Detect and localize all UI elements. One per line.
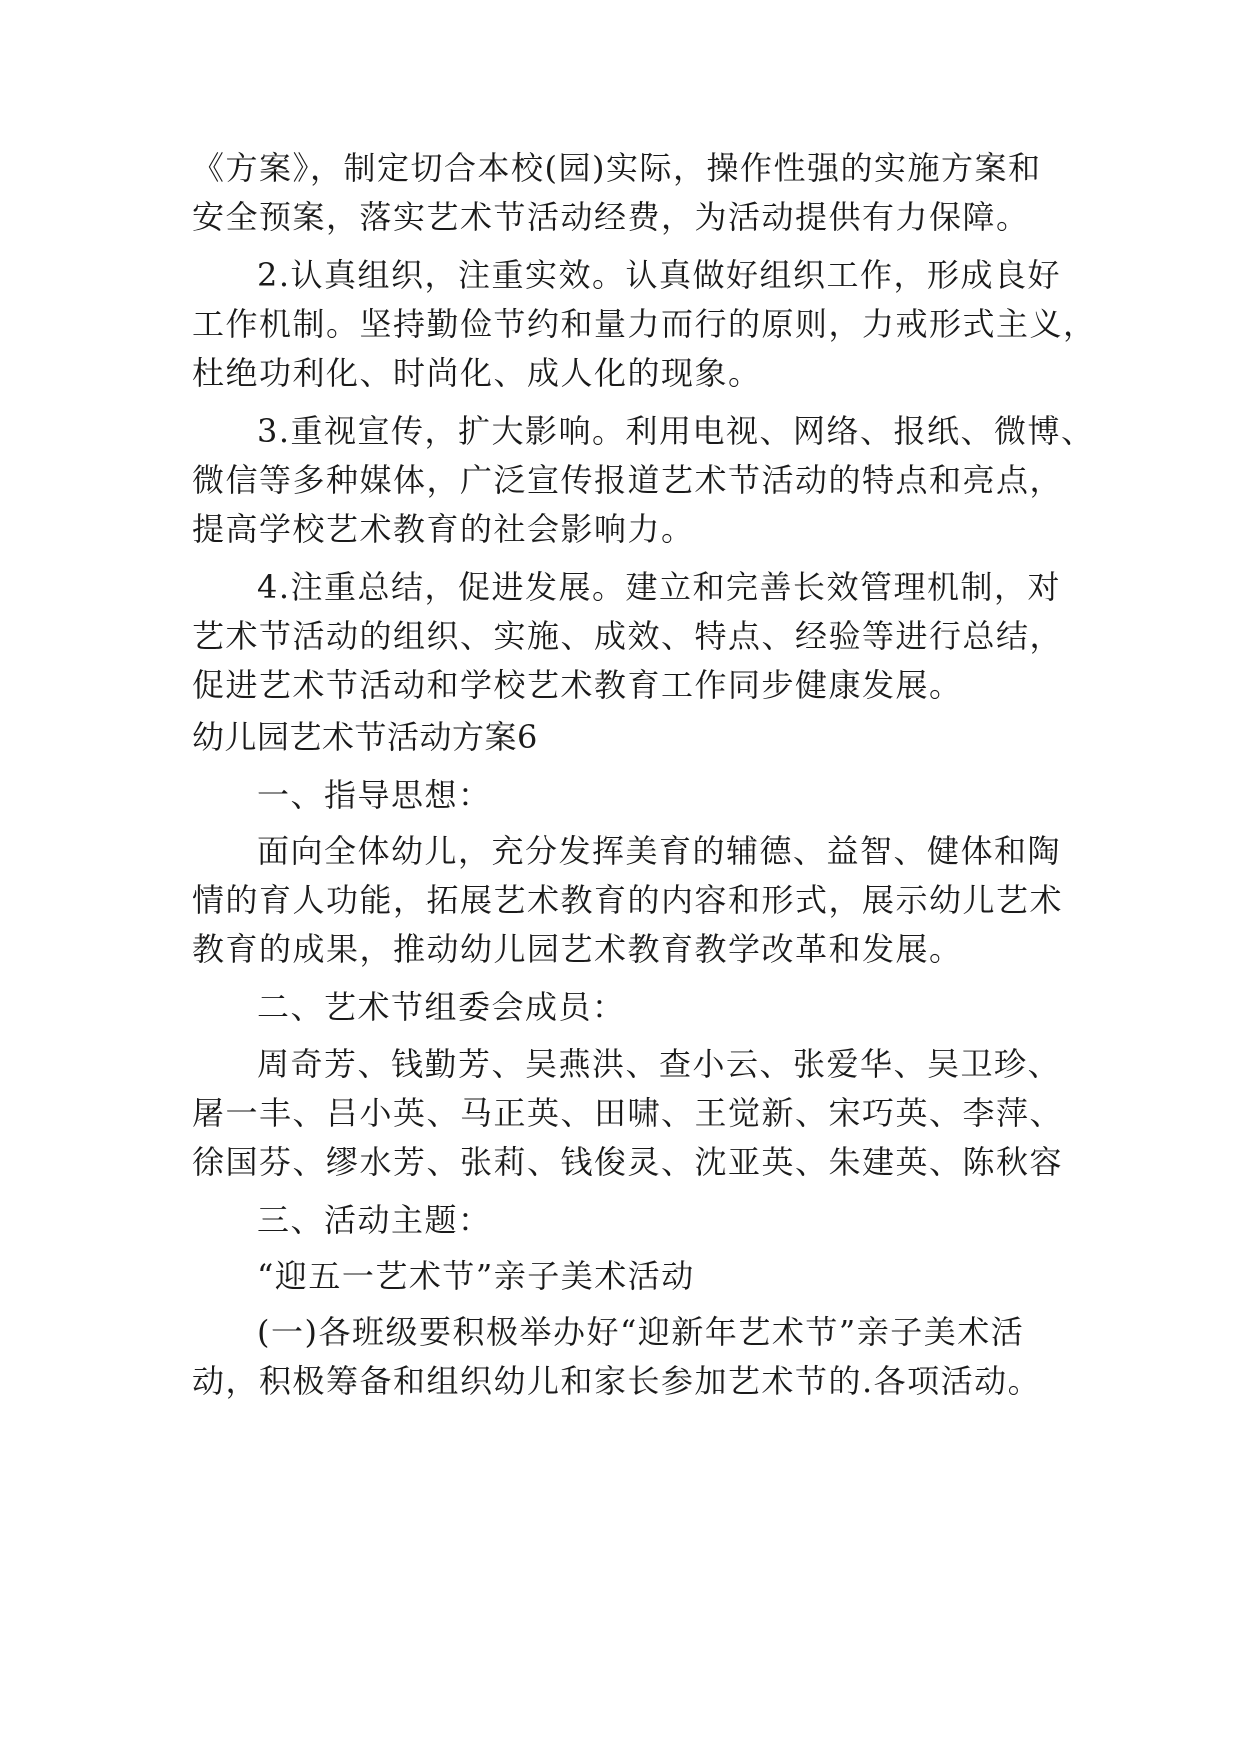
body-text-line: 促进艺术节活动和学校艺术教育工作同步健康发展。 [192,666,963,704]
body-text-line: 工作机制。坚持勤俭节约和量力而行的原则，力戒形式主义， [192,305,1097,343]
body-text-line: 艺术节活动的组织、实施、成效、特点、经验等进行总结， [192,617,1064,655]
paragraph-first-line: 2.认真组织，注重实效。认真做好组织工作，形成良好 [257,256,1062,294]
body-text-line: 微信等多种媒体，广泛宣传报道艺术节活动的特点和亮点， [192,461,1064,499]
paragraph-first-line: 周奇芳、钱勤芳、吴燕洪、查小云、张爱华、吴卫珍、 [257,1045,1062,1083]
body-text-line: 情的育人功能，拓展艺术教育的内容和形式，展示幼儿艺术 [192,881,1064,919]
section-heading: 三、活动主题： [257,1201,492,1239]
body-text-line: 杜绝功利化、时尚化、成人化的现象。 [192,354,762,392]
body-text-line: 教育的成果，推动幼儿园艺术教育教学改革和发展。 [192,930,963,968]
body-text-line: 徐国芬、缪水芳、张莉、钱俊灵、沈亚英、朱建英、陈秋容 [192,1143,1064,1181]
paragraph-first-line: 4.注重总结，促进发展。建立和完善长效管理机制，对 [257,568,1062,606]
body-text-line: 安全预案，落实艺术节活动经费，为活动提供有力保障。 [192,198,1030,236]
activity-title: “迎五一艺术节”亲子美术活动 [257,1257,695,1295]
paragraph-first-line: 3.重视宣传，扩大影响。利用电视、网络、报纸、微博、 [257,412,1095,450]
body-text-line: 屠一丰、吕小英、马正英、田啸、王觉新、宋巧英、李萍、 [192,1094,1064,1132]
body-text-line: 《方案》，制定切合本校(园)实际，操作性强的实施方案和 [192,149,1042,187]
paragraph-first-line: 面向全体幼儿，充分发挥美育的辅德、益智、健体和陶 [257,832,1062,870]
body-text-line: 动，积极筹备和组织幼儿和家长参加艺术节的.各项活动。 [192,1362,1042,1400]
section-heading: 一、指导思想： [257,776,492,814]
section-heading: 二、艺术节组委会成员： [257,988,626,1026]
body-text-line: 提高学校艺术教育的社会影响力。 [192,510,695,548]
section-title: 幼儿园艺术节活动方案6 [192,718,538,756]
paragraph-first-line: (一)各班级要积极举办好“迎新年艺术节”亲子美术活 [257,1313,1025,1351]
